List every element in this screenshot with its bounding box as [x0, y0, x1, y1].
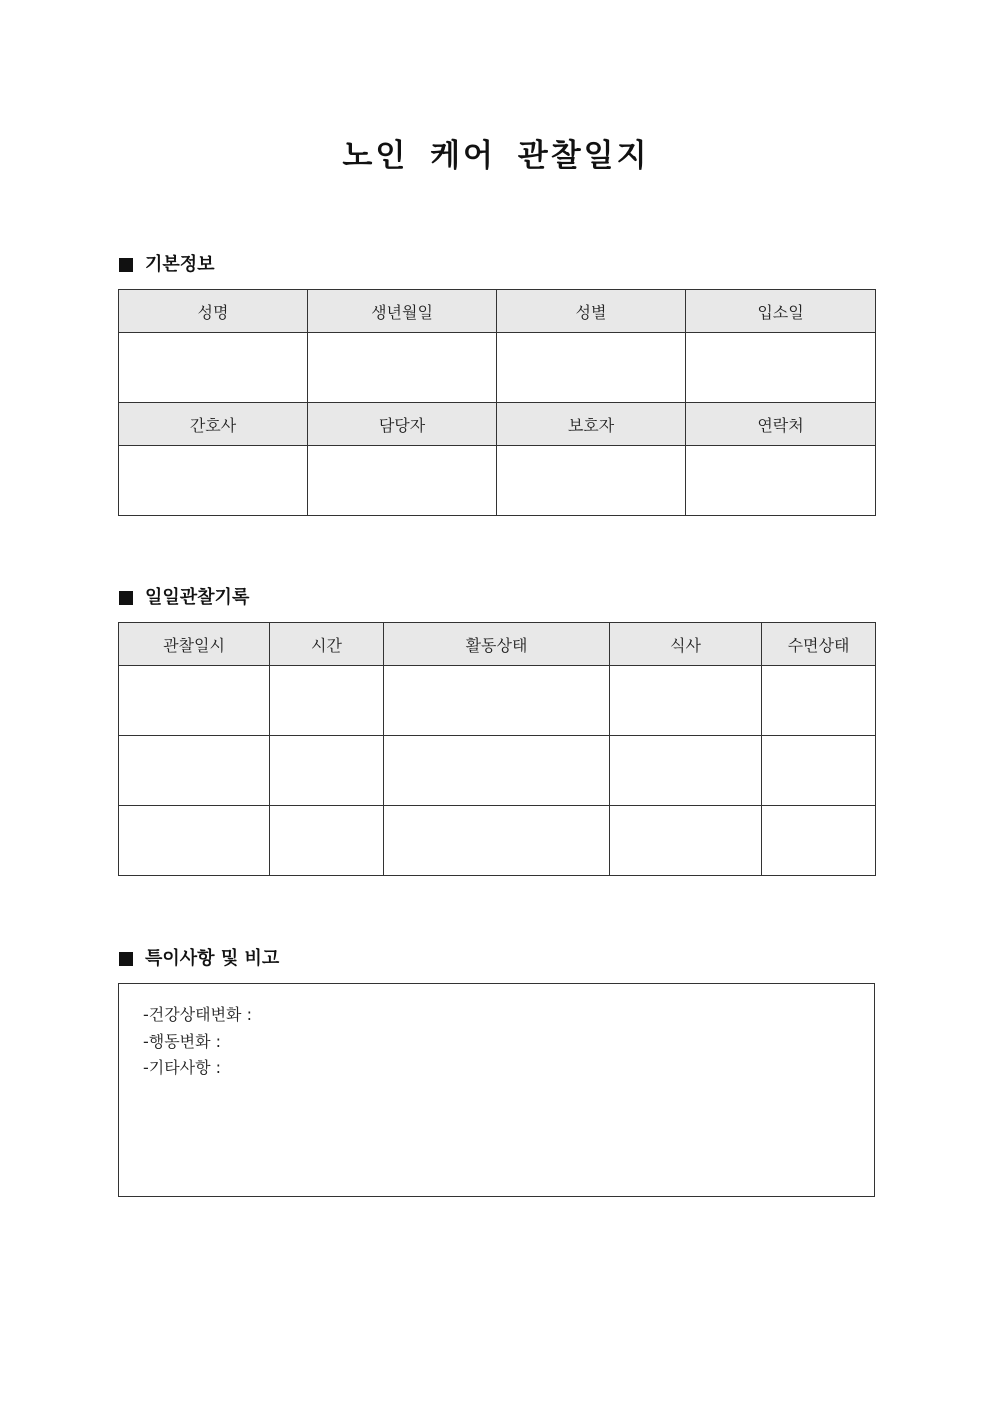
- nurse-field[interactable]: [119, 446, 308, 516]
- basic-info-header-row-2: [119, 403, 876, 446]
- basic-info-value-row-2: [119, 446, 876, 516]
- time-cell[interactable]: [270, 806, 384, 876]
- admission-date-field[interactable]: [686, 333, 876, 403]
- caregiver-field[interactable]: [308, 446, 497, 516]
- square-bullet-icon: [119, 258, 133, 272]
- header-guardian: 보호자: [497, 403, 686, 446]
- sleep-status-cell[interactable]: [762, 806, 876, 876]
- daily-record-heading: [119, 586, 249, 610]
- basic-info-value-row-1: [119, 333, 876, 403]
- header-sleep-status: 수면상태: [762, 623, 876, 666]
- daily-record-header-row: [119, 623, 876, 666]
- sleep-status-cell[interactable]: [762, 666, 876, 736]
- header-contact: 연락처: [686, 403, 876, 446]
- activity-status-cell[interactable]: [384, 666, 610, 736]
- header-nurse: 간호사: [119, 403, 308, 446]
- document-title: 노인 케어 관찰일지: [342, 138, 650, 174]
- header-gender: 성별: [497, 290, 686, 333]
- contact-field[interactable]: [686, 446, 876, 516]
- header-caregiver: 담당자: [308, 403, 497, 446]
- header-time: 시간: [270, 623, 384, 666]
- health-change-line: -건강상태변화 :: [143, 1005, 252, 1024]
- header-birthdate: 생년월일: [308, 290, 497, 333]
- meal-cell[interactable]: [610, 806, 762, 876]
- time-cell[interactable]: [270, 666, 384, 736]
- basic-info-heading-label: 기본정보: [145, 254, 215, 275]
- activity-status-cell[interactable]: [384, 806, 610, 876]
- behavior-change-line: -행동변화 :: [143, 1032, 222, 1051]
- header-meal: 식사: [610, 623, 762, 666]
- table-row: [119, 806, 876, 876]
- header-observation-datetime: 관찰일시: [119, 623, 270, 666]
- observation-datetime-cell[interactable]: [119, 666, 270, 736]
- meal-cell[interactable]: [610, 666, 762, 736]
- gender-field[interactable]: [497, 333, 686, 403]
- meal-cell[interactable]: [610, 736, 762, 806]
- guardian-field[interactable]: [497, 446, 686, 516]
- header-activity-status: 활동상태: [384, 623, 610, 666]
- notes-heading-label: 특이사항 및 비고: [145, 948, 280, 969]
- header-admission-date: 입소일: [686, 290, 876, 333]
- notes-box[interactable]: [118, 983, 875, 1197]
- basic-info-heading: [119, 253, 215, 277]
- square-bullet-icon: [119, 591, 133, 605]
- birthdate-field[interactable]: [308, 333, 497, 403]
- name-field[interactable]: [119, 333, 308, 403]
- observation-datetime-cell[interactable]: [119, 736, 270, 806]
- sleep-status-cell[interactable]: [762, 736, 876, 806]
- header-name: 성명: [119, 290, 308, 333]
- square-bullet-icon: [119, 952, 133, 966]
- notes-heading: [119, 947, 279, 971]
- table-row: [119, 736, 876, 806]
- daily-record-table: [118, 622, 876, 876]
- basic-info-table: [118, 289, 876, 516]
- daily-record-heading-label: 일일관찰기록: [145, 587, 250, 608]
- table-row: [119, 666, 876, 736]
- observation-datetime-cell[interactable]: [119, 806, 270, 876]
- other-notes-line: -기타사항 :: [143, 1058, 222, 1077]
- time-cell[interactable]: [270, 736, 384, 806]
- activity-status-cell[interactable]: [384, 736, 610, 806]
- basic-info-header-row-1: [119, 290, 876, 333]
